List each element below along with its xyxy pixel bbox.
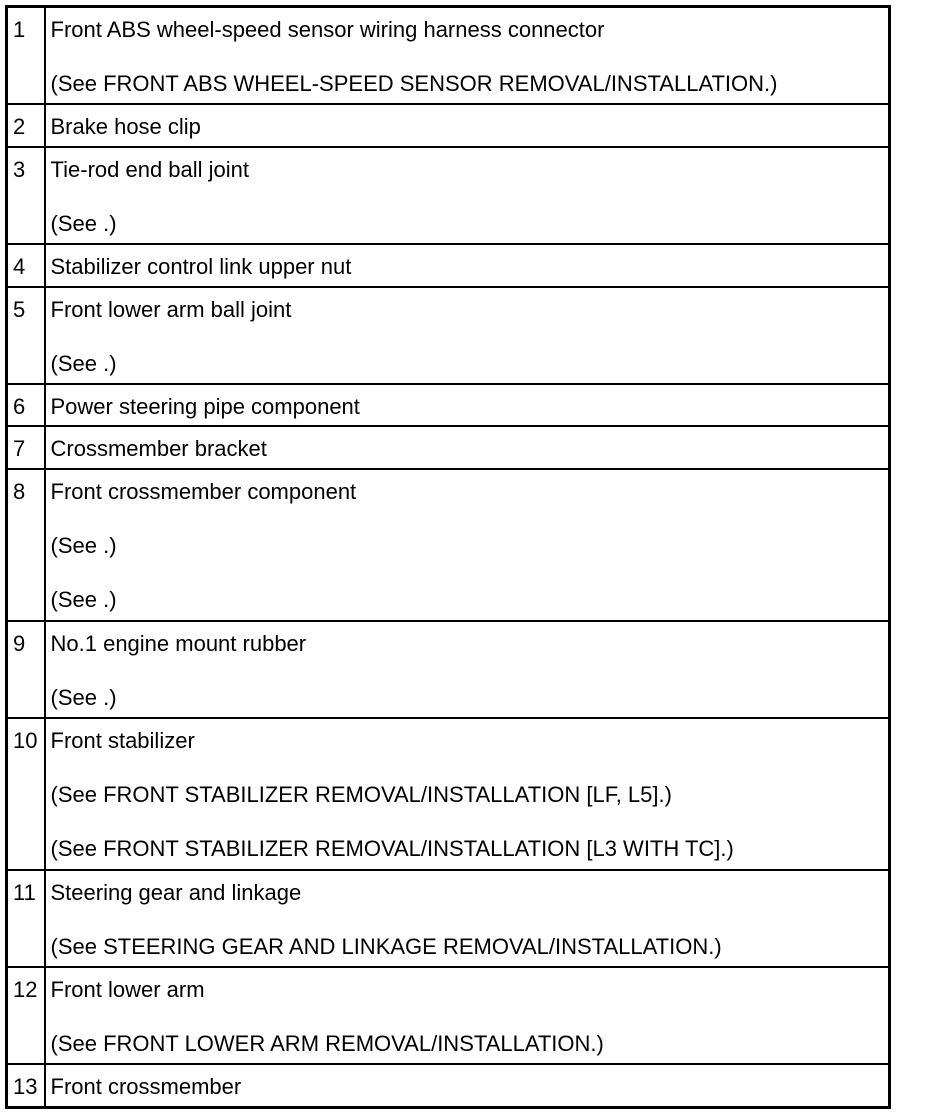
item-description [45,1064,890,1107]
item-number [7,621,45,718]
table-body [7,7,890,1108]
item-title: Front crossmember [50,1074,242,1100]
item-title: Power steering pipe component [50,393,360,419]
item-number [7,7,45,105]
item-title: Front ABS wheel-speed sensor wiring harness connector [50,17,605,42]
table-row [7,287,890,384]
item-number [7,147,45,244]
item-reference: (See .) [50,210,117,236]
table-row [7,1064,890,1107]
item-description [45,469,890,621]
table-row [7,147,890,244]
item-reference: (See .) [50,586,117,612]
item-title: Steering gear and linkage [50,879,302,905]
item-number [7,244,45,287]
item-description [45,718,890,870]
table-row [7,718,890,870]
item-number-text: 10 [13,727,38,753]
item-reference: (See .) [50,684,117,710]
item-number-text: 7 [13,436,26,462]
item-description [45,384,890,427]
item-title: Tie-rod end ball joint [50,156,250,182]
item-number [7,718,45,870]
item-number [7,104,45,147]
item-reference: (See .) [50,532,117,558]
item-number [7,870,45,967]
procedure-table [5,5,891,1109]
item-description [45,287,890,384]
item-number-text: 6 [13,393,26,419]
item-description [45,621,890,718]
item-number-text: 8 [13,478,26,504]
item-reference: (See FRONT STABILIZER REMOVAL/INSTALLATION [L3 WITH TC].) [50,835,734,861]
item-number [7,967,45,1064]
item-title: Front stabilizer [50,727,195,753]
item-description [45,244,890,287]
item-number [7,287,45,384]
item-number-text: 12 [13,977,38,1003]
item-number-text: 9 [13,630,26,656]
item-reference: (See .) [50,350,117,376]
table-row [7,870,890,967]
item-number-text: 1 [13,17,26,42]
item-description [45,104,890,147]
item-number [7,384,45,427]
item-title: Front crossmember component [50,478,357,504]
item-description [45,967,890,1064]
item-reference: (See FRONT ABS WHEEL-SPEED SENSOR REMOVAL/INSTALLATION.) [50,71,778,96]
table-row [7,7,890,105]
item-title: Crossmember bracket [50,436,267,462]
item-number-text: 4 [13,254,26,279]
item-title: Stabilizer control link upper nut [50,254,352,279]
table-row [7,967,890,1064]
item-number-text: 5 [13,296,26,322]
item-description [45,7,890,105]
item-number [7,426,45,469]
table-row [7,469,890,621]
table-row [7,426,890,469]
table-row [7,244,890,287]
item-title: Front lower arm [50,977,205,1003]
item-number-text: 2 [13,114,26,140]
table-row [7,621,890,718]
item-number [7,1064,45,1107]
item-title: Brake hose clip [50,114,201,140]
item-number-text: 13 [13,1074,38,1100]
item-number [7,469,45,621]
item-description [45,426,890,469]
item-title: No.1 engine mount rubber [50,630,307,656]
table-row [7,384,890,427]
item-description [45,870,890,967]
item-number-text: 3 [13,156,26,182]
item-number-text: 11 [13,879,36,905]
table-row [7,104,890,147]
item-title: Front lower arm ball joint [50,296,292,322]
item-description [45,147,890,244]
item-reference: (See FRONT STABILIZER REMOVAL/INSTALLATION [LF, L5].) [50,781,672,807]
item-reference: (See STEERING GEAR AND LINKAGE REMOVAL/INSTALLATION.) [50,933,722,959]
item-reference: (See FRONT LOWER ARM REMOVAL/INSTALLATION.) [50,1031,604,1057]
